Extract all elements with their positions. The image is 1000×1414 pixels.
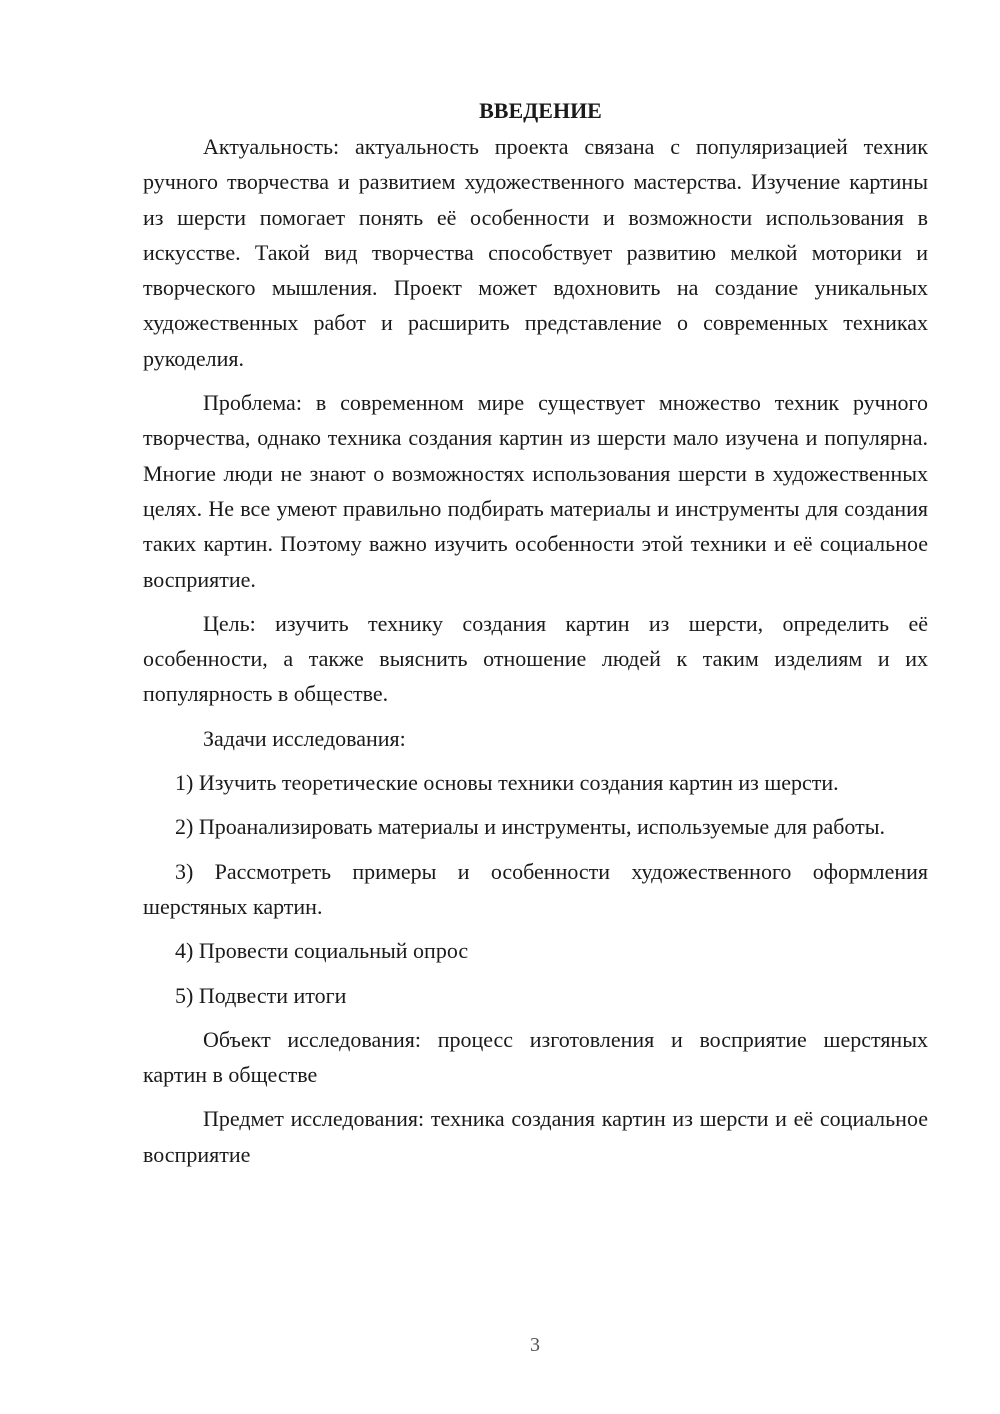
document-page [143, 95, 928, 1181]
relevance-paragraph: Актуальность: актуальность проекта связана с популяризацией техник ручного творчества и развитием художественного мастерства. Изучение картины из шерсти помогает понять её особенности и возможности использования в искусстве. Такой вид творчества способствует развитию мелкой моторики и творческого мышления. Проект может вдохновить на создание уникальных художественных работ и расширить представление о современных техниках рукоделия. [143, 134, 928, 371]
task-item-3: 3) Рассмотреть примеры и особенности художественного оформления шерстяных картин. [143, 858, 928, 919]
task-item-2: 2) Проанализировать материалы и инструменты, используемые для работы. [175, 814, 886, 840]
task-item-4: 4) Провести социальный опрос [175, 938, 469, 964]
task-item-5: 5) Подвести итоги [175, 982, 347, 1008]
research-object-paragraph: Объект исследования: процесс изготовления и восприятие шерстяных картин в обществе [143, 1026, 928, 1088]
goal-paragraph: Цель: изучить технику создания картин из шерсти, определить её особенности, а также выяснить отношение людей к таким изделиям и их популярность в обществе. [143, 610, 928, 707]
tasks-heading: Задачи исследования: [203, 725, 406, 751]
task-item-1: 1) Изучить теоретические основы техники создания картин из шерсти. [175, 770, 839, 796]
section-title: ВВЕДЕНИЕ [479, 98, 602, 123]
research-subject-paragraph: Предмет исследования: техника создания картин из шерсти и её социальное восприятие [143, 1106, 928, 1167]
problem-paragraph: Проблема: в современном мире существует множество техник ручного творчества, однако техника создания картин из шерсти мало изучена и популярна. Многие люди не знают о возможностях использования шерсти в художественных целях. Не все умеют правильно подбирать материалы и инструменты для создания таких картин. Поэтому важно изучить особенности этой техники и её социальное восприятие. [143, 390, 928, 592]
page-number: 3 [530, 1334, 540, 1356]
